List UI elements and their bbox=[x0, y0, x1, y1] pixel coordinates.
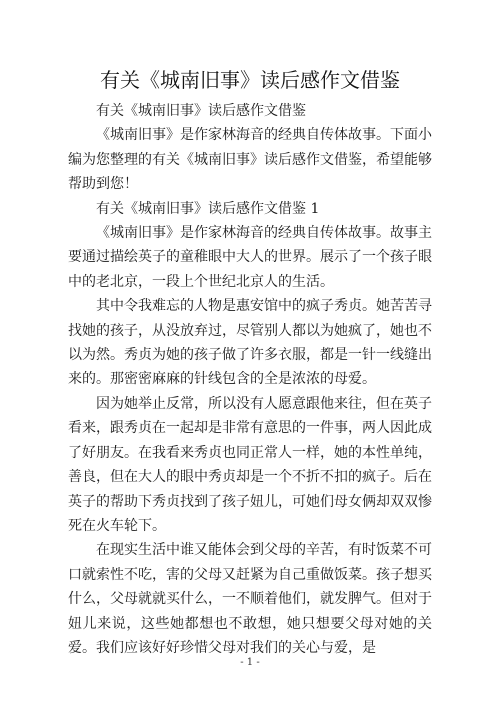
section-heading: 有关《城南旧事》读后感作文借鉴 bbox=[96, 103, 306, 119]
page-number: - 1 - bbox=[240, 657, 260, 668]
body-paragraph: 因为她举止反常，所以没有人愿意跟他来往，但在英子看来，跟秀贞在一起却是非常有意思的一件事，两人因此成了好朋友。在我看来秀贞也同正常人一样，她的本性单纯，善良，但在大人的眼中秀贞却是一个不折不扣的疯子。后在英子的帮助下秀贞找到了孩子妞儿，可她们母女俩却双双惨死在火车轮下。 bbox=[68, 395, 432, 534]
document-body bbox=[68, 99, 432, 660]
body-paragraph: 其中令我难忘的人物是惠安馆中的疯子秀贞。她苦苦寻找她的孩子，从没放弃过，尽管别人都以为她疯了，她也不以为然。秀贞为她的孩子做了许多衣服，都是一针一线缝出来的。那密密麻麻的针线包含的全是浓浓的母爱。 bbox=[68, 298, 432, 388]
document-title: 有关《城南旧事》读后感作文借鉴 bbox=[100, 68, 400, 92]
body-paragraph: 在现实生活中谁又能体会到父母的辛苦，有时饭菜不可口就索性不吃，害的父母又赶紧为自己重做饭菜。孩子想买什么，父母就就买什么，一不顺着他们，就发脾气。但对于妞儿来说，这些她都想也不敢想，她只想要父母对她的关爱。我们应该好好珍惜父母对我们的关心与爱，是 bbox=[68, 542, 432, 656]
intro-paragraph: 《城南旧事》是作家林海音的经典自传体故事。下面小编为您整理的有关《城南旧事》读后感作文借鉴，希望能够帮助到您！ bbox=[68, 127, 432, 193]
body-paragraph: 《城南旧事》是作家林海音的经典自传体故事。故事主要通过描绘英子的童稚眼中大人的世界。展示了一个孩子眼中的老北京，一段上个世纪北京人的生活。 bbox=[68, 225, 432, 290]
section-heading: 有关《城南旧事》读后感作文借鉴 1 bbox=[96, 200, 320, 217]
